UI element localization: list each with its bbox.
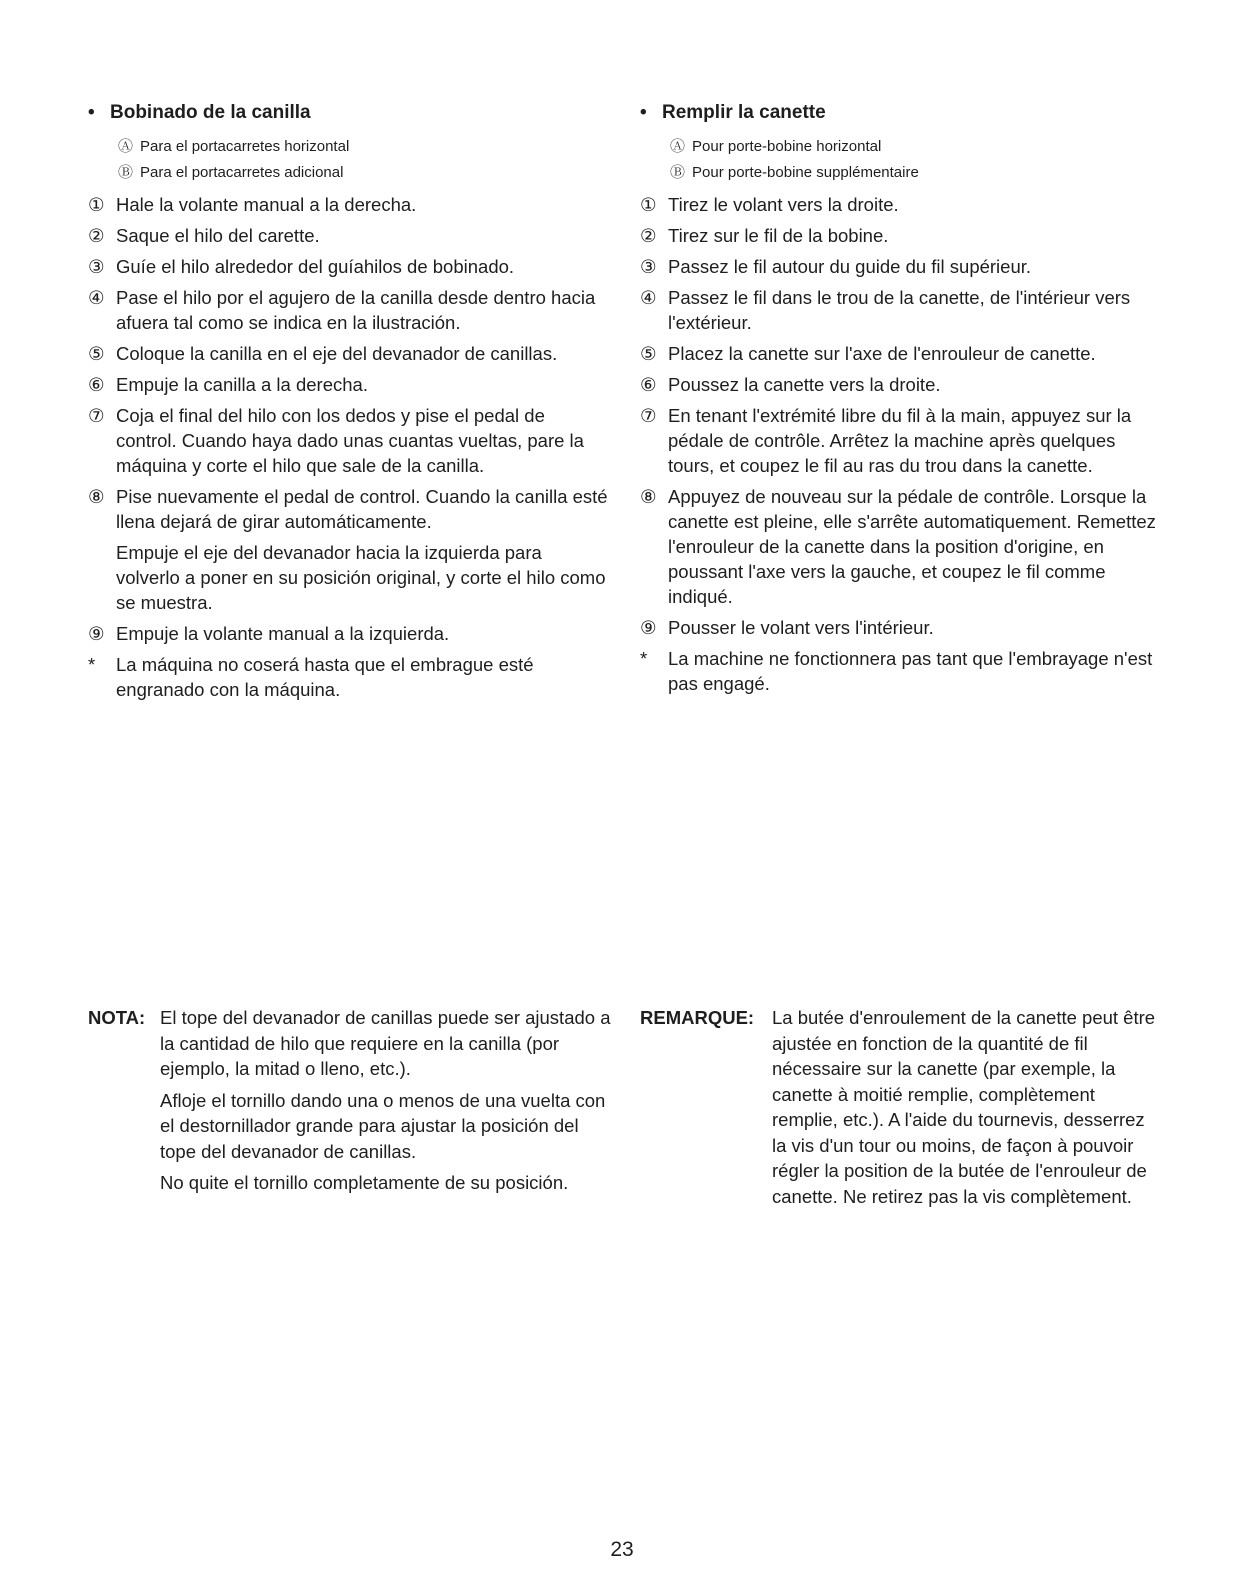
step-item xyxy=(88,192,608,217)
step-text: Pase el hilo por el agujero de la canilla desde dentro hacia afuera tal como se indica en la ilustración. xyxy=(116,287,596,333)
step-item xyxy=(640,372,1160,397)
heading-text: Remplir la canette xyxy=(662,102,826,123)
step-number: * xyxy=(88,654,96,675)
step-item xyxy=(88,621,608,646)
step-list xyxy=(640,192,1160,696)
reference-text: Pour porte-bobine supplémentaire xyxy=(692,164,919,181)
step-text: Hale la volante manual a la derecha. xyxy=(116,194,417,215)
step-number: * xyxy=(640,648,648,669)
reference-mark: Ⓐ xyxy=(118,138,134,155)
step-number: ⑧ xyxy=(640,486,657,507)
step-text: Passez le fil dans le trou de la canette, de l'intérieur vers l'extérieur. xyxy=(668,287,1131,333)
step-text: La máquina no coserá hasta que el embrague esté engranado con la máquina. xyxy=(116,654,534,700)
step-number: ④ xyxy=(640,287,657,308)
step-text: Tirez le volant vers la droite. xyxy=(668,194,899,215)
step-text: Passez le fil autour du guide du fil supérieur. xyxy=(668,256,1032,277)
step-item xyxy=(88,403,608,478)
step-text: Tirez sur le fil de la bobine. xyxy=(668,225,889,246)
step-text: Saque el hilo del carette. xyxy=(116,225,320,246)
step-item xyxy=(640,341,1160,366)
step-item xyxy=(640,192,1160,217)
step-text: Coloque la canilla en el eje del devanador de canillas. xyxy=(116,343,558,364)
bullet: • xyxy=(88,102,95,123)
reference-mark: Ⓑ xyxy=(118,164,134,181)
step-item xyxy=(640,285,1160,335)
spanish-note xyxy=(88,1005,618,1202)
note-paragraph: Afloje el tornillo dando una o menos de una vuelta con el destornillador grande para ajustar la posición del tope del devanador de canillas. xyxy=(160,1089,606,1162)
step-number: ③ xyxy=(88,256,105,277)
step-text: En tenant l'extrémité libre du fil à la main, appuyez sur la pédale de contrôle. Arrêtez la machine après quelques tours, et coupez le fil au ras du trou dans la canette. xyxy=(668,405,1132,476)
step-number: ⑤ xyxy=(88,343,105,364)
step-text: La machine ne fonctionnera pas tant que l'embrayage n'est pas engagé. xyxy=(668,648,1153,694)
step-number: ① xyxy=(640,194,657,215)
step-item xyxy=(640,254,1160,279)
reference-item xyxy=(670,134,1160,160)
step-item xyxy=(88,285,608,335)
reference-list xyxy=(640,134,1160,186)
step-item xyxy=(640,646,1160,696)
reference-item xyxy=(118,160,608,186)
note-label: NOTA: xyxy=(88,1007,146,1028)
step-number: ⑤ xyxy=(640,343,657,364)
note-paragraph: No quite el tornillo completamente de su posición. xyxy=(160,1172,569,1193)
step-number: ① xyxy=(88,194,105,215)
step-item xyxy=(88,341,608,366)
step-text: Guíe el hilo alrededor del guíahilos de bobinado. xyxy=(116,256,515,277)
step-number: ⑥ xyxy=(88,374,105,395)
step-number: ⑨ xyxy=(88,623,105,644)
heading-text: Bobinado de la canilla xyxy=(110,102,311,123)
step-item xyxy=(640,223,1160,248)
step-list xyxy=(88,192,608,702)
step-item xyxy=(88,484,608,615)
reference-text: Para el portacarretes adicional xyxy=(140,164,344,181)
step-item xyxy=(640,615,1160,640)
step-number: ⑦ xyxy=(640,405,657,426)
reference-text: Para el portacarretes horizontal xyxy=(140,138,350,155)
step-text-group xyxy=(116,484,608,615)
bullet: • xyxy=(640,102,647,123)
note-body xyxy=(772,1005,1160,1215)
step-number: ③ xyxy=(640,256,657,277)
step-number: ⑧ xyxy=(88,486,105,507)
step-number: ④ xyxy=(88,287,105,308)
step-text: Pousser le volant vers l'intérieur. xyxy=(668,617,934,638)
step-text: Coja el final del hilo con los dedos y pise el pedal de control. Cuando haya dado unas cuantas vueltas, pare la máquina y corte el hilo que sale de la canilla. xyxy=(116,405,584,476)
step-text: Empuje la canilla a la derecha. xyxy=(116,374,368,395)
reference-list xyxy=(88,134,608,186)
step-item xyxy=(640,403,1160,478)
french-column xyxy=(640,100,1160,696)
step-item xyxy=(88,372,608,397)
step-item xyxy=(640,484,1160,609)
note-paragraph: El tope del devanador de canillas puede ser ajustado a la cantidad de hilo que requiere en la canilla (por ejemplo, la mitad o lleno, etc.). xyxy=(160,1007,611,1079)
step-number: ⑦ xyxy=(88,405,105,426)
step-number: ② xyxy=(640,225,657,246)
french-note xyxy=(640,1005,1160,1215)
step-number: ⑥ xyxy=(640,374,657,395)
step-text: Placez la canette sur l'axe de l'enrouleur de canette. xyxy=(668,343,1096,364)
reference-mark: Ⓐ xyxy=(670,138,686,155)
section-heading xyxy=(640,100,1160,126)
step-item xyxy=(88,652,608,702)
step-number: ⑨ xyxy=(640,617,657,638)
page-number: 23 xyxy=(610,1538,634,1561)
step-item xyxy=(88,254,608,279)
section-heading xyxy=(88,100,608,126)
reference-text: Pour porte-bobine horizontal xyxy=(692,138,882,155)
step-text: Appuyez de nouveau sur la pédale de contrôle. Lorsque la canette est pleine, elle s'arrête automatiquement. Remettez l'enrouleur de la canette dans la position d'origine, en poussant l'axe vers la gauche, et coupez le fil comme indiqué. xyxy=(668,486,1156,607)
note-label: REMARQUE: xyxy=(640,1007,755,1028)
step-text: Empuje la volante manual a la izquierda. xyxy=(116,623,450,644)
note-body xyxy=(160,1005,618,1202)
reference-mark: Ⓑ xyxy=(670,164,686,181)
step-text: Poussez la canette vers la droite. xyxy=(668,374,941,395)
note-paragraph: La butée d'enroulement de la canette peut être ajustée en fonction de la quantité de fil nécessaire sur la canette (par exemple, la canette à moitié remplie, complètement remplie, etc.). A l'aide du tournevis, desserrez la vis d'un tour ou moins, de façon à pouvoir régler la position de la butée de l'enrouleur de canette. Ne retirez pas la vis complètement. xyxy=(772,1007,1156,1207)
step-number: ② xyxy=(88,225,105,246)
step-extra-text: Empuje el eje del devanador hacia la izquierda para volverlo a poner en su posición original, y corte el hilo como se muestra. xyxy=(116,542,606,613)
step-text: Pise nuevamente el pedal de control. Cuando la canilla esté llena dejará de girar automáticamente. xyxy=(116,486,608,532)
spanish-column xyxy=(88,100,608,702)
reference-item xyxy=(118,134,608,160)
reference-item xyxy=(670,160,1160,186)
step-item xyxy=(88,223,608,248)
